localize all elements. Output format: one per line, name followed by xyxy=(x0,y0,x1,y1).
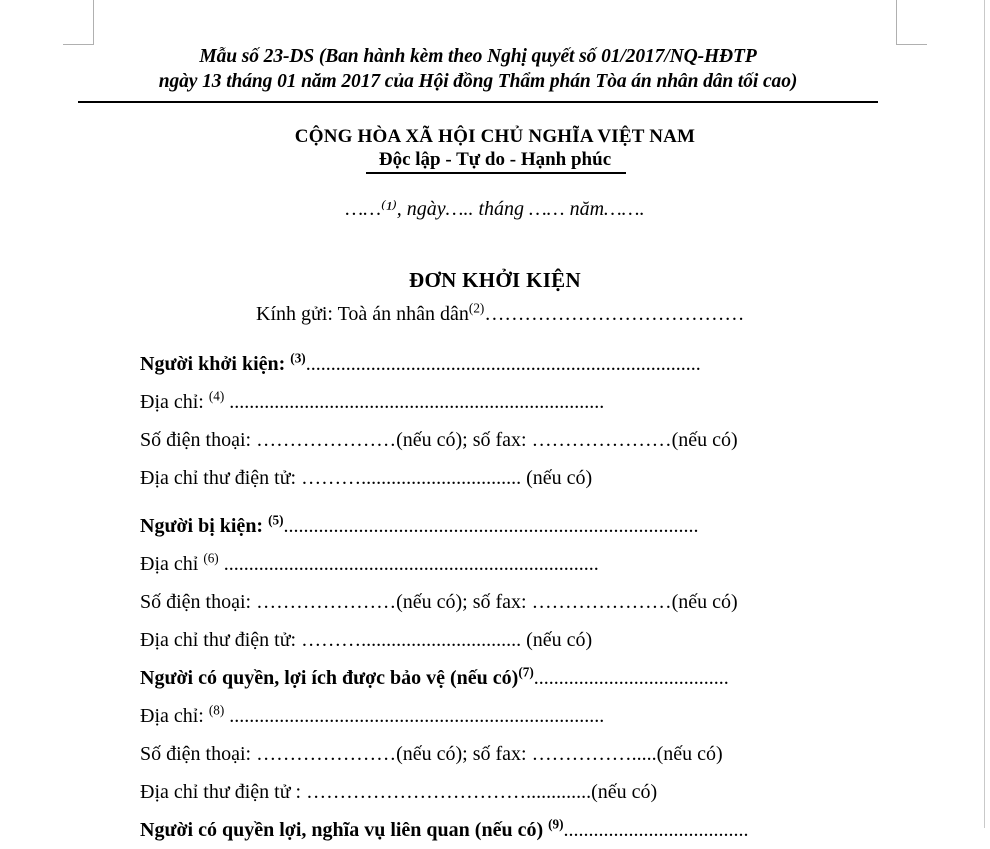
defendant-fax-fill-dots: ………………… xyxy=(531,591,672,613)
form-reference-line-1: Mẫu số 23-DS (Ban hành kèm theo Nghị quyết số 01/2017/NQ-HĐTP xyxy=(199,46,757,67)
dateline: ……⁽¹⁾, ngày….. tháng …… năm……. xyxy=(345,198,645,220)
protected-party-name-fill-dots: ....................................... xyxy=(533,667,729,689)
header-divider xyxy=(78,101,878,103)
plaintiff-address-fill-dots: ........................................................................... xyxy=(229,391,605,413)
plaintiff-email-label: Địa chỉ thư điện tử: xyxy=(140,467,297,489)
defendant-name-label: Người bị kiện: xyxy=(140,515,264,537)
plaintiff-email-suffix: (nếu có) xyxy=(526,467,593,489)
defendant-address-fill-dots: ........................................................................... xyxy=(223,553,599,575)
defendant-email-label: Địa chỉ thư điện tử: xyxy=(140,629,297,651)
defendant-name-line xyxy=(140,507,860,545)
national-motto: Độc lập - Tự do - Hạnh phúc xyxy=(378,149,612,170)
defendant-address-label: Địa chỉ xyxy=(140,553,199,575)
plaintiff-fax-suffix: (nếu có) xyxy=(671,429,738,451)
defendant-email-suffix: (nếu có) xyxy=(526,629,593,651)
defendant-address-line xyxy=(140,545,860,583)
plaintiff-address-label: Địa chỉ: xyxy=(140,391,204,413)
protected-party-email-fill-dots: ……………………………............. xyxy=(306,781,592,803)
protected-party-fax-fill-dots: ……………..... xyxy=(531,743,657,765)
defendant-email-line xyxy=(140,621,860,659)
related-party-name-footnote-marker: (9) xyxy=(548,816,564,832)
plaintiff-fax-fill-dots: ………………… xyxy=(531,429,672,451)
motto-underline xyxy=(366,172,626,174)
national-heading: CỘNG HÒA XÃ HỘI CHỦ NGHĨA VIỆT NAM xyxy=(294,126,696,147)
page-title: ĐƠN KHỞI KIỆN xyxy=(409,268,581,292)
protected-party-email-line xyxy=(140,773,860,811)
protected-party-phone-suffix: (nếu có); số fax: xyxy=(396,743,527,765)
defendant-name-fill-dots: ................................................................................... xyxy=(283,515,699,537)
recipient-fill-dots: ………………………………… xyxy=(484,303,745,325)
defendant-phone-label: Số điện thoại: xyxy=(140,591,252,613)
page-edge-line xyxy=(984,0,985,828)
plaintiff-phone-line xyxy=(140,421,860,459)
crop-mark-top-left xyxy=(63,0,94,45)
plaintiff-name-footnote-marker: (3) xyxy=(290,350,306,366)
defendant-phone-suffix: (nếu có); số fax: xyxy=(396,591,527,613)
plaintiff-email-fill-dots: ………................................ xyxy=(301,467,522,489)
protected-party-phone-label: Số điện thoại: xyxy=(140,743,252,765)
protected-party-phone-fill-dots: ………………… xyxy=(256,743,397,765)
protected-party-address-line xyxy=(140,697,860,735)
crop-mark-top-right xyxy=(896,0,927,45)
protected-party-address-label: Địa chỉ: xyxy=(140,705,204,727)
defendant-phone-fill-dots: ………………… xyxy=(256,591,397,613)
protected-party-fax-suffix: (nếu có) xyxy=(656,743,723,765)
recipient-line xyxy=(256,300,745,326)
protected-party-name-line xyxy=(140,659,860,697)
plaintiff-name-line xyxy=(140,345,860,383)
protected-party-email-suffix: (nếu có) xyxy=(591,781,658,803)
defendant-name-footnote-marker: (5) xyxy=(268,512,284,528)
defendant-email-fill-dots: ………................................ xyxy=(301,629,522,651)
related-party-name-line xyxy=(140,811,860,849)
plaintiff-name-fill-dots: ............................................................................... xyxy=(305,353,701,375)
plaintiff-phone-fill-dots: ………………… xyxy=(256,429,397,451)
plaintiff-address-footnote-marker: (4) xyxy=(208,388,225,404)
defendant-fax-suffix: (nếu có) xyxy=(671,591,738,613)
related-party-name-fill-dots: ..................................... xyxy=(563,819,749,841)
protected-party-name-footnote-marker: (7) xyxy=(518,664,534,680)
plaintiff-email-line xyxy=(140,459,860,497)
related-party-name-label: Người có quyền lợi, nghĩa vụ liên quan (nếu có) xyxy=(140,819,544,841)
protected-party-address-footnote-marker: (8) xyxy=(208,702,225,718)
defendant-address-footnote-marker: (6) xyxy=(203,550,219,566)
protected-party-name-label: Người có quyền, lợi ích được bảo vệ (nếu có) xyxy=(140,667,519,689)
recipient-label: Kính gửi: Toà án nhân dân xyxy=(256,303,469,325)
form-reference-note xyxy=(78,44,878,94)
protected-party-email-label: Địa chỉ thư điện tử : xyxy=(140,781,302,803)
form-body xyxy=(140,345,860,849)
recipient-footnote-marker: (2) xyxy=(468,300,485,316)
plaintiff-phone-suffix: (nếu có); số fax: xyxy=(396,429,527,451)
protected-party-address-fill-dots: ........................................................................... xyxy=(229,705,605,727)
form-reference-line-2: ngày 13 tháng 01 năm 2017 của Hội đồng Thẩm phán Tòa án nhân dân tối cao) xyxy=(158,71,798,92)
plaintiff-name-label: Người khởi kiện: xyxy=(140,353,286,375)
plaintiff-phone-label: Số điện thoại: xyxy=(140,429,252,451)
plaintiff-address-line xyxy=(140,383,860,421)
defendant-phone-line xyxy=(140,583,860,621)
protected-party-phone-line xyxy=(140,735,860,773)
